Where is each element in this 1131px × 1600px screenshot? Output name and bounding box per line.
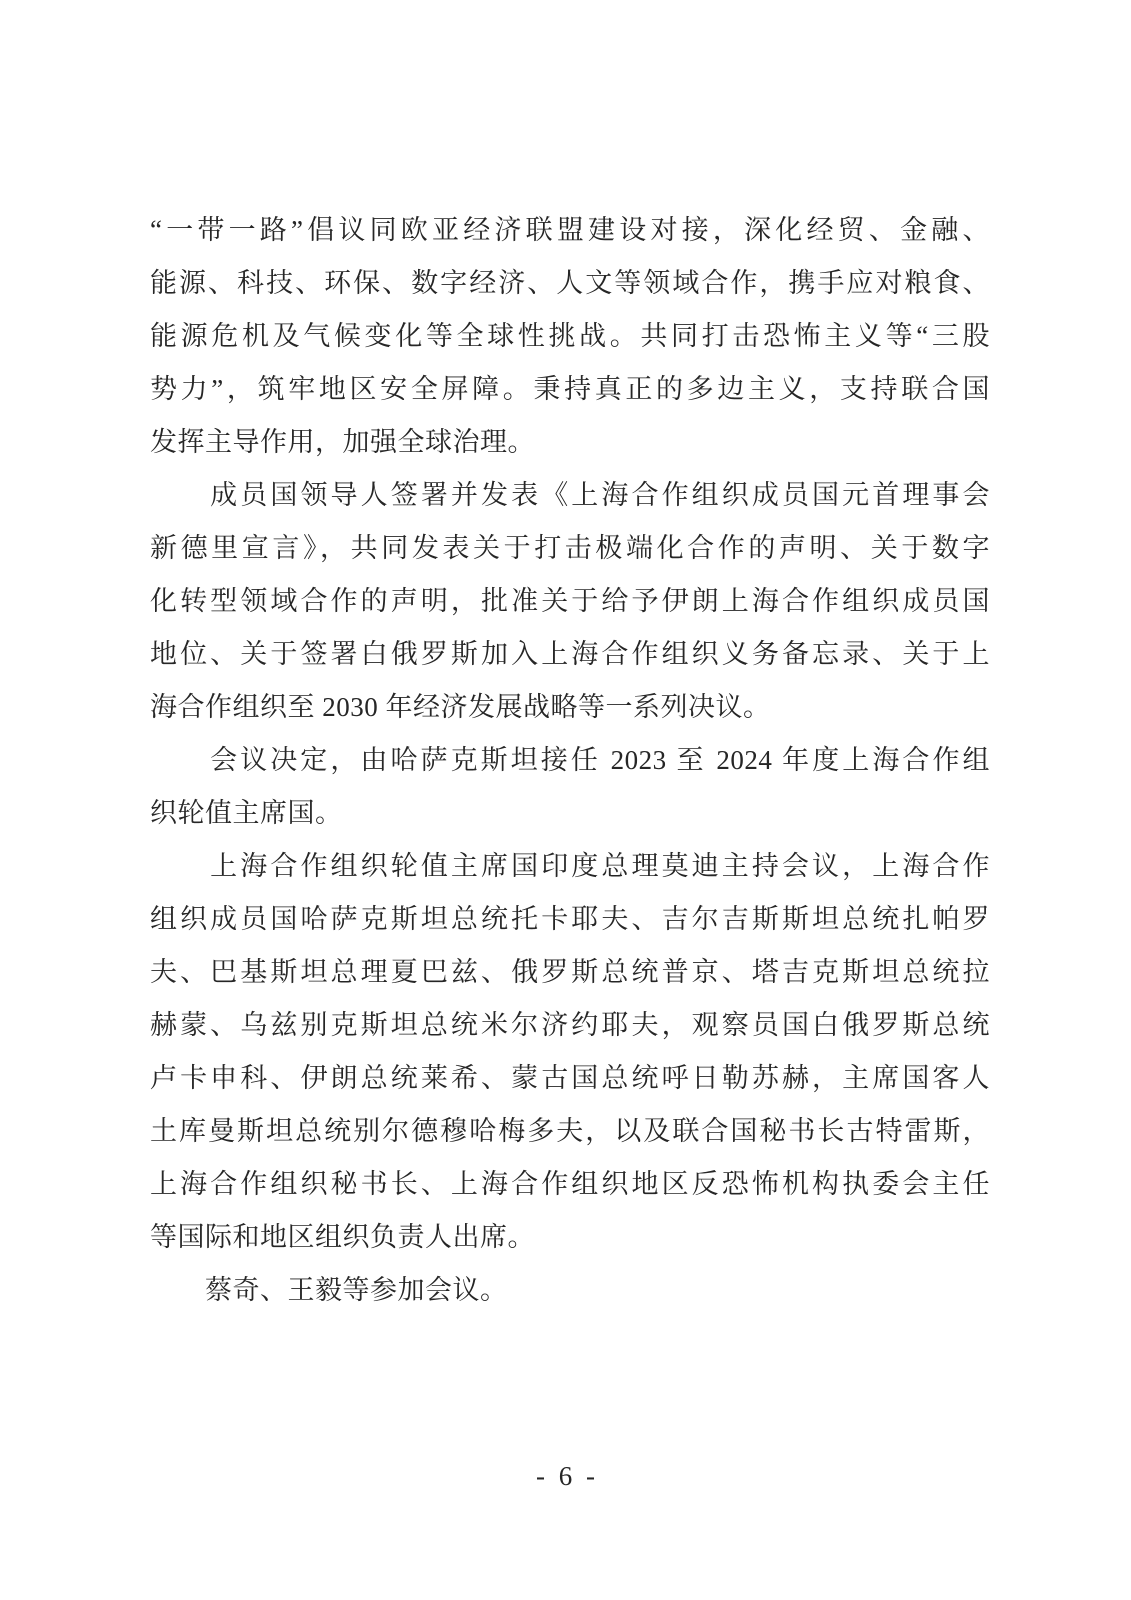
text-line: 蔡奇、王毅等参加会议。 <box>150 1275 508 1305</box>
text-line: “一带一路”倡议同欧亚经济联盟建设对接，深化经贸、金融、 <box>150 215 990 245</box>
text-line: 土库曼斯坦总统别尔德穆哈梅多夫，以及联合国秘书长古特雷斯， <box>150 1116 990 1146</box>
text-line: 织轮值主席国。 <box>150 798 343 828</box>
paragraph <box>150 204 990 469</box>
text-line: 卢卡申科、伊朗总统莱希、蒙古国总统呼日勒苏赫，主席国客人 <box>150 1063 990 1093</box>
page-number: - 6 - <box>536 1461 595 1491</box>
text-line: 能源危机及气候变化等全球性挑战。共同打击恐怖主义等“三股 <box>150 321 990 351</box>
text-line: 海合作组织至 2030 年经济发展战略等一系列决议。 <box>150 692 771 722</box>
text-line: 会议决定，由哈萨克斯坦接任 2023 至 2024 年度上海合作组 <box>150 745 990 775</box>
text-line: 势力”，筑牢地区安全屏障。秉持真正的多边主义，支持联合国 <box>150 374 990 404</box>
text-line: 能源、科技、环保、数字经济、人文等领域合作，携手应对粮食、 <box>150 268 990 298</box>
text-line: 化转型领域合作的声明，批准关于给予伊朗上海合作组织成员国 <box>150 586 990 616</box>
text-line: 上海合作组织轮值主席国印度总理莫迪主持会议，上海合作 <box>150 851 990 881</box>
paragraph <box>150 1264 990 1317</box>
text-line: 地位、关于签署白俄罗斯加入上海合作组织义务备忘录、关于上 <box>150 639 990 669</box>
paragraph <box>150 469 990 734</box>
paragraph <box>150 734 990 840</box>
paragraph <box>150 840 990 1264</box>
text-line: 上海合作组织秘书长、上海合作组织地区反恐怖机构执委会主任 <box>150 1169 990 1199</box>
text-line: 发挥主导作用，加强全球治理。 <box>150 427 535 457</box>
document-body <box>150 204 990 1317</box>
text-line: 组织成员国哈萨克斯坦总统托卡耶夫、吉尔吉斯斯坦总统扎帕罗 <box>150 904 990 934</box>
text-line: 成员国领导人签署并发表《上海合作组织成员国元首理事会 <box>150 480 990 510</box>
text-line: 夫、巴基斯坦总理夏巴兹、俄罗斯总统普京、塔吉克斯坦总统拉 <box>150 957 990 987</box>
text-line: 等国际和地区组织负责人出席。 <box>150 1222 535 1252</box>
text-line: 赫蒙、乌兹别克斯坦总统米尔济约耶夫，观察员国白俄罗斯总统 <box>150 1010 990 1040</box>
text-line: 新德里宣言》，共同发表关于打击极端化合作的声明、关于数字 <box>150 533 990 563</box>
